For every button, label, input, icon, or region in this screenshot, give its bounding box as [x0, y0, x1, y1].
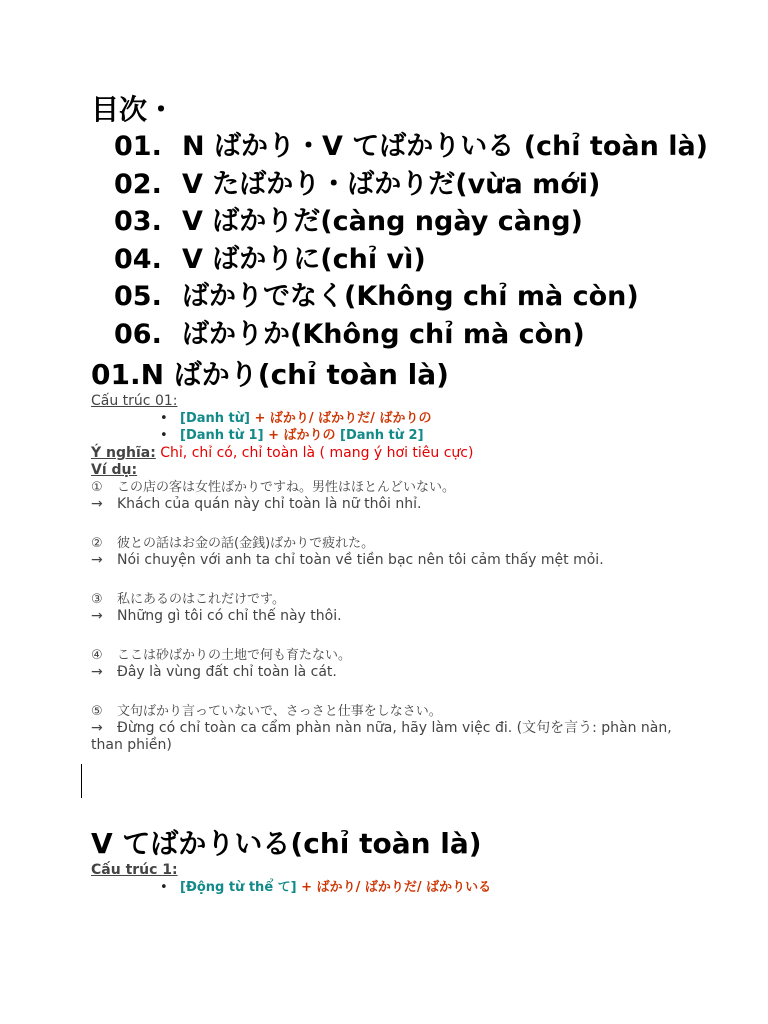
example: ③ 私にあるのはこれだけです。 → Những gì tôi có chỉ thế này thôi. — [91, 592, 342, 624]
toc-item[interactable]: 02. V たばかり・ばかりだ(vừa mới) — [114, 168, 601, 200]
document-title: 目次・ — [91, 93, 176, 126]
section2-heading: V てばかりいる(chỉ toàn là) — [91, 827, 482, 860]
section1-meaning: Ý nghĩa: Chỉ, chỉ có, chỉ toàn là ( mang ý hơi tiêu cực) — [91, 445, 474, 461]
text-cursor — [81, 764, 82, 798]
section2-structure-label: Cấu trúc 1: — [91, 862, 178, 878]
structure-item: • [Động từ thể て] + ばかり/ ばかりだ/ ばかりいる — [180, 879, 691, 896]
toc-item[interactable]: 04. V ばかりに(chỉ vì) — [114, 243, 426, 275]
structure-item: • [Danh từ] + ばかり/ ばかりだ/ ばかりの — [180, 410, 691, 427]
section2-structure-list — [91, 879, 691, 896]
section1-structure-label: Cấu trúc 01: — [91, 393, 178, 409]
structure-item: • [Danh từ 1] + ばかりの [Danh từ 2] — [180, 427, 691, 444]
toc-item[interactable]: 03. V ばかりだ(càng ngày càng) — [114, 206, 583, 237]
example: ⑤ 文句ばかり言っていないで、さっさと仕事をしなさい。 → Đừng có chỉ toàn ca cẩm phàn nàn nữa, hãy làm việc đi. (文句を言う: phàn nàn, than phiền) — [91, 704, 672, 753]
section1-examples-label: Ví dụ: — [91, 462, 138, 478]
toc-item[interactable]: 06. ばかりか(Không chỉ mà còn) — [114, 318, 585, 350]
table-of-contents — [91, 128, 709, 353]
example: ④ ここは砂ばかりの土地で何も育たない。 → Đây là vùng đất chỉ toàn là cát. — [91, 648, 352, 680]
toc-item[interactable]: 01. N ばかり・V てばかりいる (chỉ toàn là) — [114, 131, 709, 162]
toc-item[interactable]: 05. ばかりでなく(Không chỉ mà còn) — [114, 281, 639, 312]
section1-structure-list — [91, 410, 691, 444]
section1-heading: 01.N ばかり(chỉ toàn là) — [91, 358, 449, 391]
example: ② 彼との話はお金の話(金銭)ばかりで疲れた。 → Nói chuyện với anh ta chỉ toàn về tiền bạc nên tôi cảm thấy mệt mỏi. — [91, 536, 604, 568]
example: ① この店の客は女性ばかりですね。男性はほとんどいない。 → Khách của quán này chỉ toàn là nữ thôi nhỉ. — [91, 480, 456, 512]
document-page — [91, 92, 709, 896]
